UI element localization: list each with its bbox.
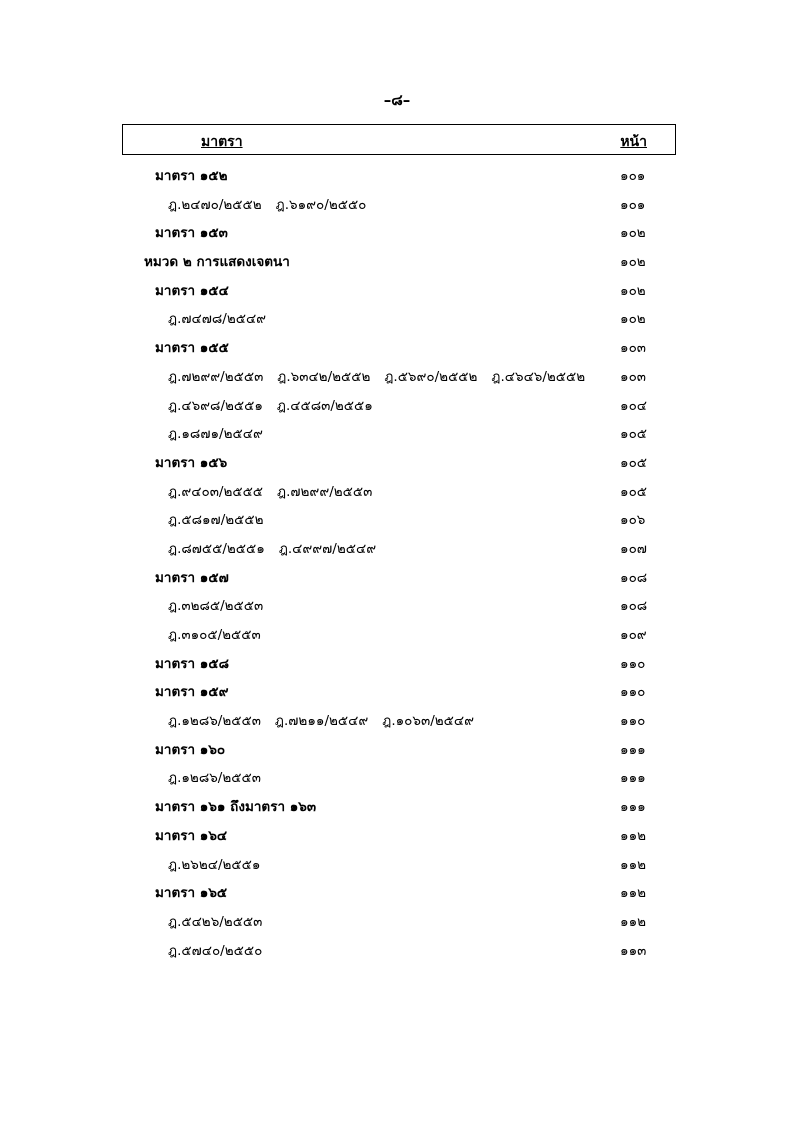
- entry-title: มาตรา ๑๕๗: [155, 569, 229, 586]
- case-citation: ฎ.๕๔๒๖/๒๕๕๓: [168, 913, 263, 930]
- case-row: [0, 191, 794, 220]
- entry-title: มาตรา ๑๕๔: [155, 282, 229, 299]
- entry-title: หมวด ๒ การแสดงเจตนา: [144, 254, 290, 271]
- entry-text: [168, 392, 387, 421]
- case-row: [0, 478, 794, 507]
- section-row: [0, 219, 794, 248]
- case-row: [0, 621, 794, 650]
- page-ref: ๑๐๒: [620, 282, 646, 299]
- entry-text: [155, 822, 227, 851]
- case-citation: ฎ.๓๒๘๕/๒๕๕๓: [168, 598, 264, 615]
- case-citation: ฎ.๒๔๗๐/๒๕๕๒: [168, 196, 262, 213]
- case-citation: ฎ.๗๒๙๙/๒๕๕๓: [277, 483, 373, 500]
- entry-text: [155, 219, 228, 248]
- case-citation: ฎ.๕๗๔๐/๒๕๕๐: [168, 942, 263, 959]
- entry-title: มาตรา ๑๕๒: [155, 168, 228, 184]
- section-row: [0, 650, 794, 679]
- entry-text: [168, 908, 276, 937]
- case-row: [0, 592, 794, 621]
- page-ref: ๑๑๒: [620, 885, 647, 902]
- page-ref: ๑๑๐: [620, 713, 646, 730]
- entry-text: [168, 851, 274, 880]
- entry-text: [155, 162, 227, 191]
- page-ref: ๑๐๒: [620, 225, 646, 242]
- page-ref: ๑๐๖: [620, 512, 646, 529]
- case-citation: ฎ.๖๑๙๐/๒๕๕๐: [275, 196, 367, 213]
- case-row: [0, 363, 794, 392]
- case-row: [0, 420, 794, 449]
- page-ref: ๑๐๓: [620, 340, 647, 357]
- entry-text: [155, 678, 228, 707]
- case-citation: ฎ.๑๘๗๑/๒๕๔๙: [168, 426, 263, 443]
- case-row: [0, 305, 794, 334]
- page-ref: ๑๑๒: [620, 913, 647, 930]
- page-ref: ๑๑๓: [620, 942, 647, 959]
- page-ref: ๑๐๘: [620, 569, 648, 586]
- case-citation: ฎ.๖๓๔๒/๒๕๕๒: [277, 368, 371, 385]
- entry-text: [155, 277, 229, 306]
- case-citation: ฎ.๕๘๑๗/๒๕๕๒: [168, 512, 264, 529]
- case-row: [0, 937, 794, 966]
- entry-text: [155, 449, 227, 478]
- case-citation: ฎ.๘๗๕๕/๒๕๕๑: [168, 540, 265, 557]
- page-ref: ๑๐๕: [620, 454, 648, 471]
- section-row: [0, 879, 794, 908]
- entry-title: มาตรา ๑๕๖: [155, 454, 228, 471]
- entry-title: มาตรา ๑๕๙: [155, 684, 229, 701]
- entry-text: [155, 334, 229, 363]
- page-ref: ๑๐๓: [620, 368, 647, 385]
- section-row: [0, 736, 794, 765]
- entry-title: มาตรา ๑๖๑ ถึงมาตรา ๑๖๓: [155, 799, 317, 816]
- page-ref: ๑๐๙: [620, 627, 647, 643]
- page-ref: ๑๑๐: [620, 655, 646, 672]
- page-ref: ๑๑๒: [620, 827, 647, 844]
- page-ref: ๑๐๒: [620, 254, 646, 271]
- case-citation: ฎ.๔๙๙๗/๒๕๔๙: [278, 540, 377, 557]
- index-list: [0, 162, 794, 965]
- entry-title: มาตรา ๑๖๐: [155, 741, 226, 758]
- entry-text: [168, 305, 280, 334]
- page-ref: ๑๐๕: [620, 483, 648, 500]
- entry-text: [155, 650, 229, 679]
- case-row: [0, 908, 794, 937]
- case-citation: ฎ.๗๔๗๘/๒๕๔๙: [168, 311, 267, 328]
- section-row: [0, 564, 794, 593]
- header-page-label: หน้า: [620, 134, 647, 150]
- entry-title: มาตรา ๑๖๕: [155, 885, 228, 902]
- case-citation: ฎ.๕๖๙๐/๒๕๕๒: [384, 368, 478, 385]
- case-citation: ฎ.๗๒๙๙/๒๕๕๓: [168, 368, 264, 385]
- section-row: [0, 277, 794, 306]
- page-ref: ๑๐๑: [620, 168, 646, 184]
- section-row: [0, 678, 794, 707]
- header-section-label: มาตรา: [201, 134, 243, 150]
- case-citation: ฎ.๔๖๔๖/๒๕๕๒: [491, 368, 586, 385]
- case-citation: ฎ.๔๖๙๘/๒๕๕๑: [168, 397, 263, 414]
- case-citation: ฎ.๙๔๐๓/๒๕๕๕: [168, 483, 264, 500]
- entry-text: [168, 420, 277, 449]
- section-row: [0, 822, 794, 851]
- entry-text: [168, 764, 275, 793]
- entry-title: มาตรา ๑๕๕: [155, 340, 229, 357]
- page-ref: ๑๑๑: [620, 770, 646, 787]
- entry-text: [168, 707, 488, 736]
- page-ref: ๑๑๒: [620, 856, 647, 873]
- section-row: [0, 162, 794, 191]
- page-ref: ๑๑๐: [620, 684, 646, 701]
- section-row: [0, 793, 794, 822]
- entry-text: [168, 937, 276, 966]
- entry-text: [168, 506, 278, 535]
- case-citation: ฎ.๗๒๑๑/๒๕๔๙: [274, 713, 369, 730]
- entry-text: [155, 736, 225, 765]
- page-ref: ๑๐๘: [620, 598, 648, 615]
- page-ref: ๑๐๑: [620, 196, 646, 213]
- entry-text: [144, 248, 290, 277]
- page-ref: ๑๐๔: [620, 397, 648, 414]
- section-row: [0, 449, 794, 478]
- page-ref: ๑๑๑: [620, 741, 646, 758]
- page-ref: ๑๐๒: [620, 311, 646, 328]
- page-ref: ๑๑๑: [620, 799, 646, 816]
- case-citation: ฎ.๑๐๖๓/๒๕๔๙: [382, 713, 474, 730]
- chapter-row: [0, 248, 794, 277]
- page-number: –๘–: [383, 91, 411, 109]
- entry-title: มาตรา ๑๕๓: [155, 225, 228, 242]
- section-row: [0, 334, 794, 363]
- page-ref: ๑๐๗: [620, 540, 647, 557]
- entry-title: มาตรา ๑๕๘: [155, 655, 229, 672]
- case-citation: ฎ.๔๕๘๓/๒๕๕๑: [276, 397, 373, 414]
- index-header: [122, 124, 676, 155]
- entry-text: [168, 592, 277, 621]
- entry-text: [168, 191, 380, 220]
- case-row: [0, 506, 794, 535]
- entry-text: [168, 363, 599, 392]
- case-citation: ฎ.๒๖๒๔/๒๕๕๑: [168, 856, 261, 873]
- case-citation: ฎ.๑๒๘๖/๒๕๕๓: [168, 713, 261, 730]
- case-row: [0, 851, 794, 880]
- case-row: [0, 535, 794, 564]
- entry-text: [168, 621, 275, 650]
- case-row: [0, 764, 794, 793]
- page-ref: ๑๐๕: [620, 426, 648, 443]
- entry-text: [155, 564, 229, 593]
- entry-text: [168, 535, 390, 564]
- entry-text: [168, 478, 386, 507]
- case-row: [0, 707, 794, 736]
- case-row: [0, 392, 794, 421]
- entry-text: [155, 793, 316, 822]
- entry-text: [155, 879, 227, 908]
- case-citation: ฎ.๑๒๘๖/๒๕๕๓: [168, 770, 261, 787]
- case-citation: ฎ.๓๑๐๕/๒๕๕๓: [168, 627, 261, 643]
- entry-title: มาตรา ๑๖๔: [155, 827, 228, 844]
